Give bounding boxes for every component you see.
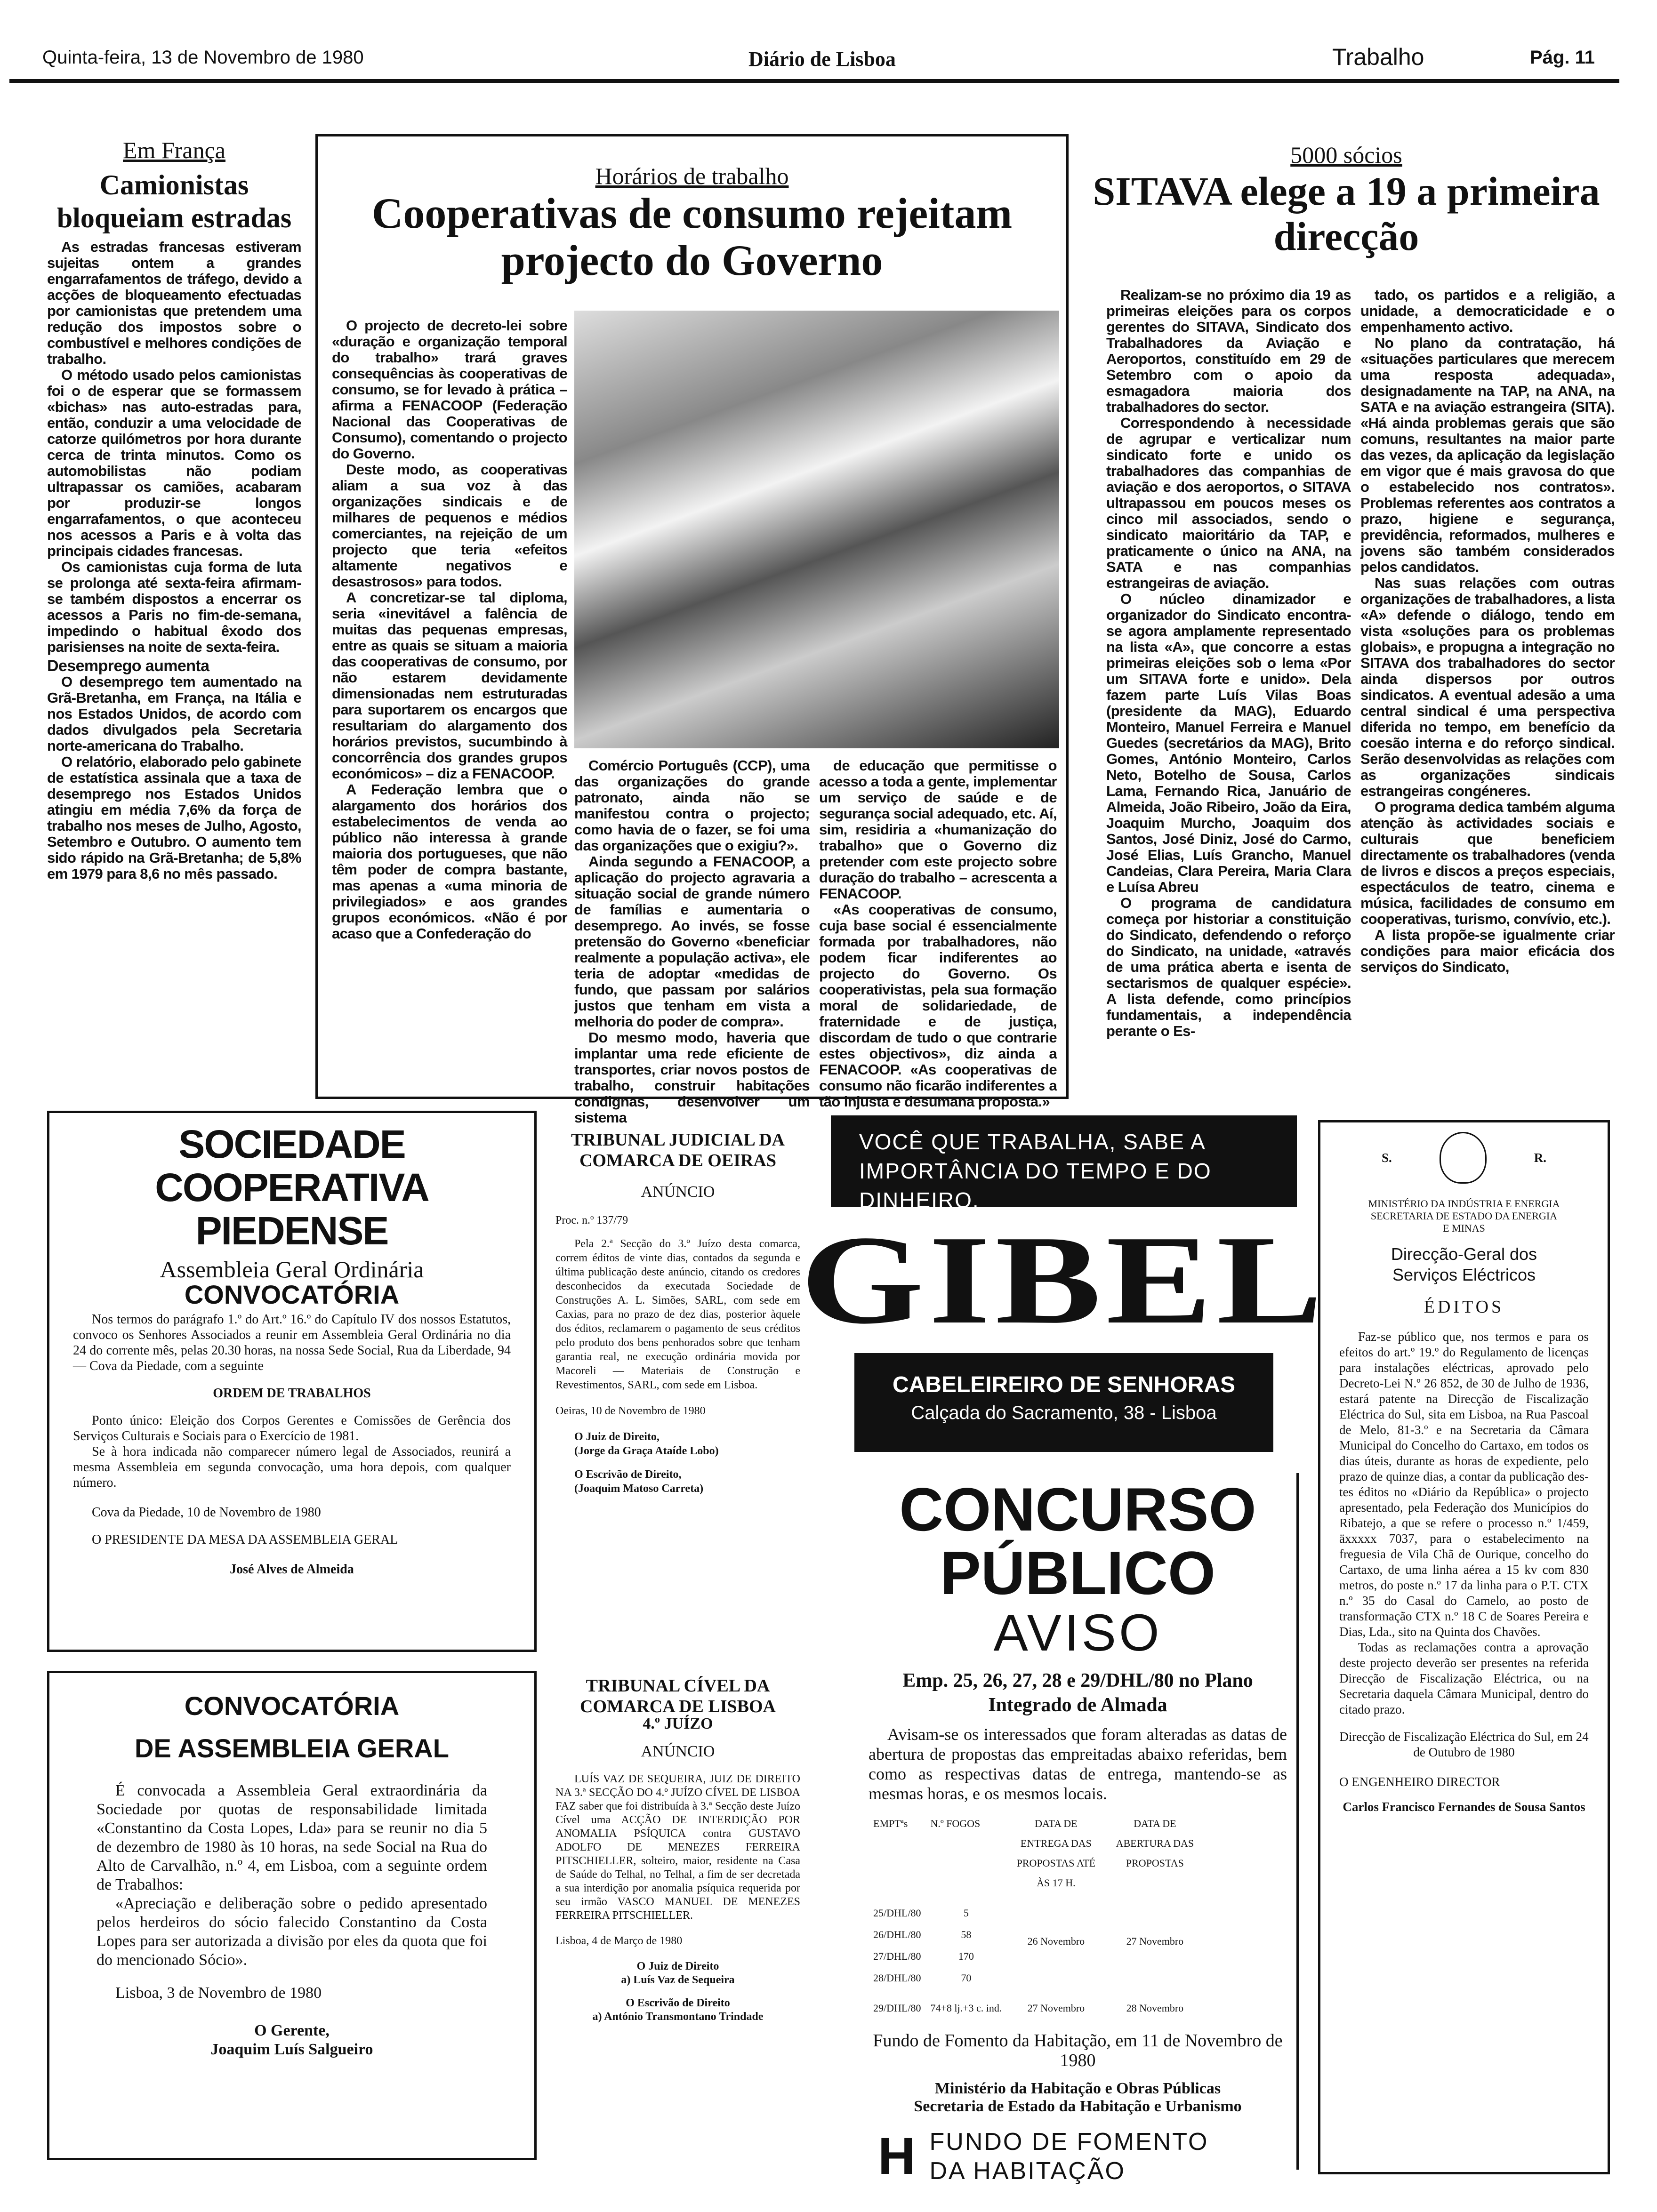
table-row bbox=[869, 1894, 1204, 1924]
ad-title: CONVOCATÓRIA bbox=[184, 1691, 400, 1721]
article-kicker: Horários de trabalho bbox=[595, 163, 789, 189]
ad-cooperativa-piedense bbox=[47, 1111, 537, 1652]
paragraph: Os camionistas cuja forma de luta se prolonga até sexta-feira afirmam-se também dispostos a encerrar os acessos a Paris no fim-de-semana, impedindo o habitual êxodo dos parisienses na noite de sexta-feira. bbox=[47, 559, 301, 655]
paragraph: O projecto de decreto-lei sobre «duração e organização temporal do trabalho» trará graves consequências às cooperativas de consumo, se for levado à prática – afirma a FENACOOP (Federação Nacional das Cooperativas de Consumo), comentando o projecto do Governo. bbox=[332, 317, 567, 462]
ad-sub: Emp. 25, 26, 27, 28 e 29/DHL/80 no Plano Integrado de Almada bbox=[902, 1670, 1253, 1716]
ad-item: «Apreciação e deliberação sobre o pedido apresentado pelos herdeiros do sócio falecido Constantino da Costa Lopes para ser autorizada a divisão por eles da quota que foi do mencionado Sócio». bbox=[97, 1895, 487, 1969]
ad-subtitle: 4.º JUÍZO bbox=[643, 1715, 713, 1732]
ad-ministry: MINISTÉRIO DA INDÚSTRIA E ENERGIA bbox=[1368, 1198, 1560, 1210]
seal-letter: S. bbox=[1382, 1150, 1392, 1165]
cell: 5 bbox=[963, 1907, 969, 1919]
coat-of-arms bbox=[1339, 1132, 1589, 1184]
ad-gibel bbox=[800, 1115, 1327, 1468]
ad-judge: a) Luís Vaz de Sequeira bbox=[621, 1974, 735, 1986]
ad-heading: ANÚNCIO bbox=[641, 1183, 715, 1201]
cell: 27 Novembro bbox=[1126, 1935, 1184, 1947]
col-header: DATA DE ENTREGA DAS PROPOSTAS ATÉ ÀS 17 H. bbox=[1016, 1818, 1096, 1889]
ad-clerk: a) António Transmontano Trindade bbox=[592, 2011, 764, 2023]
paragraph: Comércio Português (CCP), uma das organizações do grande patronato, ainda não se manifestou contra o projecto; como havia de o fazer, se foi uma das organizações que o exigiu?». bbox=[574, 757, 810, 854]
table-row bbox=[869, 1989, 1204, 2019]
ad-secretaria: SECRETARIA DE ESTADO DA ENERGIA E MINAS bbox=[1370, 1210, 1558, 1234]
ad-body: Nos termos do parágrafo 1.º do Art.º 16.º do Capítulo IV dos nossos Estatutos, convoco os Senhores Associados a reunir em Assembleia Geral Ordinária no dia 24 do corrente mês, pelas 20.30 horas, na nossa Sede Social, Rua da Liberdade, 94 — Cova da Piedade, com a seguinte bbox=[73, 1312, 511, 1373]
gibel-logo: GIBEL bbox=[800, 1210, 1327, 1350]
ad-date: Oeiras, 10 de Novembro de 1980 bbox=[555, 1405, 706, 1417]
ffh-logo-icon: H bbox=[878, 2127, 916, 2185]
ad-date: Fundo de Fomento da Habitação, em 11 de Novembro de 1980 bbox=[873, 2031, 1283, 2070]
ad-ministry: Ministério da Habitação e Obras Públicas bbox=[934, 2080, 1221, 2097]
ad-judge: (Jorge da Graça Ataíde Lobo) bbox=[574, 1445, 719, 1457]
paragraph: A lista propõe-se igualmente criar condições para maior eficácia dos serviços do Sindicato, bbox=[1360, 927, 1615, 975]
supermarket-photo bbox=[574, 311, 1059, 748]
paragraph: O método usado pelos camionistas foi o de esperar que se formassem «bichas» nas auto-estradas para, então, conduzir a uma velocidade de catorze quilómetros por hora durante cerca de trinta minutos. Como os automobilistas não podiam ultrapassar os camiões, acabaram por produzir-se longos engarrafamentos, o que aconteceu nos acessos a Paris e à volta das principais cidades francesas. bbox=[47, 367, 301, 559]
ffh-logo bbox=[878, 2127, 1287, 2186]
ad-tribunal-oeiras bbox=[555, 1130, 800, 1496]
ad-date: Lisboa, 3 de Novembro de 1980 bbox=[115, 1984, 322, 2002]
col-header: EMPTªs bbox=[873, 1818, 908, 1829]
article-title: Cooperativas de consumo rejeitam projecto do Governo bbox=[371, 189, 1013, 284]
paragraph: Realizam-se no próximo dia 19 as primeiras eleições para os corpos gerentes do SITAVA, Sindicato dos Trabalhadores da Aviação e Aeroportos, constituído em 29 de Setembro com o apoio da esmagadora maioria dos trabalhadores do sector. bbox=[1106, 287, 1351, 415]
col-header: DATA DE ABERTURA DAS PROPOSTAS bbox=[1116, 1818, 1194, 1869]
ad-title-2: PÚBLICO bbox=[940, 1539, 1215, 1607]
ad-slogan: VOCÊ QUE TRABALHA, SABE A IMPORTÂNCIA DO TEMPO E DO DINHEIRO. bbox=[831, 1115, 1297, 1207]
col-header: N.º FOGOS bbox=[930, 1818, 981, 1829]
ad-signer-title: O ENGENHEIRO DIRECTOR bbox=[1339, 1775, 1500, 1789]
seal-letter: R. bbox=[1534, 1150, 1546, 1165]
cell: 27 Novembro bbox=[1027, 2002, 1085, 2014]
ad-signer: José Alves de Almeida bbox=[230, 1562, 354, 1577]
article-title: Camionistas bloqueiam estradas bbox=[56, 169, 292, 233]
ad-business: CABELEIREIRO DE SENHORAS bbox=[892, 1372, 1236, 1397]
ad-heading: CONVOCATÓRIA bbox=[184, 1280, 400, 1309]
paragraph: A Federação lembra que o alargamento dos horários dos estabelecimentos de venda ao público não interessa à grande maioria dos portugueses, que não têm poder de compra bastante, mas apenas a «uma minoria de privilegiados» e aos grandes grupos económicos. «Não é por acaso que a Confederação do bbox=[332, 781, 567, 942]
ad-body: Avisam-se os interessados que foram alteradas as datas de abertura de propostas das empreitadas abaixo referidas, bem como as respectivas datas de entrega, mantendo-se as mesmas horas, e os mesmos locais. bbox=[869, 1725, 1287, 1803]
ad-heading: ÉDITOS bbox=[1424, 1297, 1504, 1317]
ad-title-3: AVISO bbox=[993, 1604, 1162, 1662]
ad-body: Pela 2.ª Secção do 3.º Juízo desta comarca, correm éditos de vinte dias, contados da segunda e última publicação deste anúncio, citando os credores desconhecidos da executada Sociedade de Construções A. L. Simões, SARL, com sede em Caxias, para no prazo de dez dias, posterior àquele dos éditos, reclamarem o pagamento de seus créditos pelo produto dos bens penhorados sobre que tenham garantia real, ne execução ordinária movida por Macoreli — Materiais de Construção e Revestimentos, SARL, com sede em Lisboa. bbox=[555, 1238, 800, 1391]
ad-order: Ponto único: Eleição dos Corpos Gerentes e Comissões de Gerência dos Serviços Culturais e Sociais para o Exercício de 1981. bbox=[73, 1413, 511, 1443]
ad-body-2: Todas as reclamações contra a aprovação deste projecto deverão ser presentes na referida Direcção de Fiscalização Eléctrica, ou na Secretaria daquela Câmara Municipal, dentro do citado prazo. bbox=[1339, 1640, 1589, 1716]
ad-convocatoria-assembleia bbox=[47, 1671, 537, 2160]
ad-direccao: Direcção-Geral dos Serviços Eléctricos bbox=[1391, 1244, 1537, 1284]
section-name: Trabalho bbox=[1332, 44, 1424, 70]
ad-date: Cova da Piedade, 10 de Novembro de 1980 bbox=[92, 1505, 321, 1520]
paragraph: Deste modo, as cooperativas aliam a sua voz à das organizações sindicais e de milhares de pequenos e médios comerciantes, na rejeição de um projecto que teria «efeitos altamente negativos e desastrosos» para todos. bbox=[332, 461, 567, 590]
header-rule bbox=[9, 79, 1619, 83]
paragraph: Nas suas relações com outras organizações de trabalhadores, a lista «A» defende o diálogo, tendo em vista «soluções para os problemas globais», e propugna a integração no SITAVA dos trabalhadores do sector ainda dispersos por outros sindicatos. A eventual adesão a uma central sindical é uma perspectiva diferida no tempo, em benefício da coesão interna e do reforço sindical. Serão desenvolvidas as relações com as organizações sindicais estrangeiras congéneres. bbox=[1360, 575, 1615, 799]
cell: 58 bbox=[961, 1929, 972, 1940]
article-camionistas bbox=[47, 136, 301, 882]
ad-ministerio-industria bbox=[1318, 1120, 1610, 2174]
ffh-logo-text-2: DA HABITAÇÃO bbox=[929, 2157, 1126, 2185]
paragraph: O programa dedica também alguma atenção às actividades sociais e culturais que beneficiem directamente os trabalhadores (venda de livros e discos a preços especiais, espectáculos de teatro, cinema e música, facilidades de consumo em cooperativas, turismo, convívio, etc.). bbox=[1360, 799, 1615, 927]
ad-title-2: DE ASSEMBLEIA GERAL bbox=[135, 1733, 449, 1763]
table-header bbox=[869, 1813, 1204, 1894]
issue-date: Quinta-feira, 13 de Novembro de 1980 bbox=[42, 47, 364, 68]
paragraph: Ainda segundo a FENACOOP, a aplicação do projecto agravaria a situação social de grande número de famílias e aumentaria o desemprego. Ao invés, se fosse pretensão do Governo «beneficiar realmente a população activa», ele teria de adoptar «medidas de fundo, que passam por salários justos que tenham em vista a melhoria do poder de compra». bbox=[574, 853, 810, 1030]
ad-body: É convocada a Assembleia Geral extraordinária da Sociedade por quotas de responsabilidade limitada «Constantino da Costa Lopes, Lda» para se reunir no dia 5 de dezembro de 1980 às 10 horas, na sede Social na Rua do Alto de Carvalhão, n.º 4, em Lisboa, com a seguinte ordem de Trabalhos: bbox=[97, 1782, 487, 1893]
ad-signer: Joaquim Luís Salgueiro bbox=[210, 2041, 373, 2058]
ad-signer: Carlos Francisco Fernandes de Sousa Santos bbox=[1343, 1800, 1585, 1814]
cell: 170 bbox=[958, 1950, 974, 1962]
ad-body: Faz-se público que, nos termos e para os efeitos do art.º 19.º do Regulamento de licenças para instalações eléctricas, aprovado pelo Decreto-Lei N.º 26 852, de 30 de Julho de 1936, estará patente na Direcção de Fiscalização Eléctrica do Sul, sita em Lisboa, na Rua Pascoal de Melo, 81-3.º e na Secretaria da Câmara Municipal do Concelho do Cartaxo, em todos os dias úteis, durante as horas de expediente, pelo prazo de quinze dias, a contar da publicação des-tes éditos no «Diário da República» o projecto apresentado, pela Federação dos Municípios do Ribatejo, a que se refere o processo n.º 1/459, äxxxxx 7037, para o estabelecimento na freguesia de Vila Chã de Ourique, concelho do Cartaxo, de uma linha aérea a 15 kv com 830 metros, do poste n.º 17 da linha para o P.T. CTX n.º 35 do Casal do Camelo, ao posto de transformação CTX n.º 18 C de Soares Pereira e Dias, Lda., sito na Quinta dos Chavões. bbox=[1339, 1330, 1589, 1639]
ad-date: Lisboa, 4 de Março de 1980 bbox=[555, 1935, 683, 1947]
ad-clerk: (Joaquim Matoso Carreta) bbox=[574, 1483, 704, 1495]
ad-secretaria: Secretaria de Estado da Habitação e Urbanismo bbox=[914, 2098, 1242, 2115]
cell: 26 Novembro bbox=[1027, 1935, 1085, 1947]
ad-clerk-title: O Escrivão de Direito bbox=[626, 1997, 730, 2009]
ad-subtitle: Assembleia Geral Ordinária bbox=[160, 1256, 424, 1282]
ad-tribunal-lisboa bbox=[555, 1675, 800, 2024]
cell: 26/DHL/80 bbox=[873, 1929, 921, 1940]
paragraph: As estradas francesas estiveram sujeitas ontem a grandes engarrafamentos de tráfego, devido a acções de bloqueamento efectuadas por camionistas que pretendem uma redução dos impostos sobre o combustível e melhores condições de trabalho. bbox=[47, 239, 301, 367]
ad-title: TRIBUNAL JUDICIAL DA COMARCA DE OEIRAS bbox=[571, 1130, 785, 1170]
cell: 70 bbox=[961, 1972, 972, 1984]
ad-judge-title: O Juiz de Direito bbox=[636, 1960, 719, 1972]
ad-title: TRIBUNAL CÍVEL DA COMARCA DE LISBOA bbox=[580, 1676, 776, 1716]
paragraph: O programa de candidatura começa por historiar a constituição do Sindicato, defendendo o reforço do Sindicato, na unidade, «através de uma prática aberta e isenta de sectarismos de qualquer espécie». A lista defende, como princípios fundamentais, a independência perante o Es- bbox=[1106, 895, 1351, 1039]
paragraph: A concretizar-se tal diploma, seria «inevitável a falência de muitas das pequenas empresas, entre as quais se situam a maioria das cooperativas de consumo, por não estarem devidamente dimensionadas nem estruturadas para suportarem os encargos que resultariam do alargamento dos horários previstos, sucumbindo à concorrência dos grandes grupos económicos» – diz a FENACOOP. bbox=[332, 589, 567, 782]
ad-order-title: ORDEM DE TRABALHOS bbox=[213, 1386, 371, 1401]
ad-address: Calçada do Sacramento, 38 - Lisboa bbox=[911, 1403, 1217, 1423]
ad-heading: ANÚNCIO bbox=[641, 1743, 715, 1760]
article-kicker: Em França bbox=[123, 137, 225, 163]
ad-judge-title: O Juiz de Direito, bbox=[574, 1431, 660, 1443]
ad-body: LUÍS VAZ DE SEQUEIRA, JUIZ DE DIREITO NA 3.ª SECÇÃO DO 4.º JUÍZO CÍVEL DE LISBOA FAZ saber que foi distribuída à 3.ª Secção deste Juízo Cível uma ACÇÃO DE INTERDIÇÃO POR ANOMALIA PSÍQUICA contra GUSTAVO ADOLFO DE MENEZES FERREIRA PITSCHIELLER, solteiro, maior, residente na Casa de Saúde do Telhal, no Telhal, a fim de ser decretada a sua interdição por anomalia psíquica requerida por seu irmão VASCO MANUEL DE MENEZES FERREIRA PITSCHIELLER. bbox=[555, 1773, 800, 1922]
ad-address-box bbox=[854, 1353, 1273, 1452]
subheading: Desemprego aumenta bbox=[47, 657, 209, 675]
cell: 28/DHL/80 bbox=[873, 1972, 921, 1984]
paragraph: O núcleo dinamizador e organizador do Sindicato encontra-se agora amplamente representado na lista «A», que concorre a estas primeiras eleições sob o lema «Por um SITAVA forte e unido». Dela fazem parte Luís Vilas Boas (presidente da MAG), Eduardo Monteiro, Manuel Ferreira e Manuel Guedes (secretários da MAG), Brito Gomes, António Monteiro, Carlos Neto, Botelho de Sousa, Carlos Lama, Fernando Rica, Januário de Almeida, João Ribeiro, João da Eira, Joaquim Murcho, Joaquim dos Santos, José Diniz, José do Carmo, José Elias, Luís Grancho, Manuel Candeias, Clara Pereira, Maria Clara e Luísa Abreu bbox=[1106, 591, 1351, 895]
article-title: SITAVA elege a 19 a primeira direcção bbox=[1093, 168, 1600, 259]
ad-title: SOCIEDADE COOPERATIVA PIEDENSE bbox=[155, 1122, 429, 1253]
article-sitava bbox=[1078, 141, 1615, 1039]
page-number: Pág. 11 bbox=[1530, 47, 1595, 68]
ad-title: CONCURSO bbox=[899, 1475, 1256, 1544]
paragraph: Correspondendo à necessidade de agrupar e verticalizar num sindicato forte e unido os trabalhadores das companhias de aviação e dos aeroportos, o SITAVA ultrapassou em poucos meses os cinco mil associados, sendo o sindicato maioritário da TAP, e praticamente o único na ANA, na SATA e nas companhias estrangeiras de aviação. bbox=[1106, 415, 1351, 591]
paragraph: Do mesmo modo, haveria que implantar uma rede eficiente de transportes, criar novos postos de trabalho, construir habitações condignas, desenvolver um sistema bbox=[574, 1029, 810, 1126]
ad-proc: Proc. n.º 137/79 bbox=[555, 1214, 628, 1226]
cell: 28 Novembro bbox=[1126, 2002, 1184, 2014]
ad-concurso-publico bbox=[831, 1473, 1299, 2185]
paragraph: «As cooperativas de consumo, cuja base social é essencialmente formada por trabalhadores, não podem ficar indiferentes ao projecto do Governo. Os cooperativistas, pela sua formação moral de solidariedade, de fraternidade e de justiça, discordam de tudo o que contrarie estes objectivos», diz ainda a FENACOOP. «As cooperativas de consumo não ficarão indiferentes a tão injusta e desumana proposta.» bbox=[819, 901, 1057, 1110]
ad-note: Se à hora indicada não comparecer número legal de Associados, reunirá a mesma Assembleia em segunda convocação, uma hora depois, com qualquer número. bbox=[73, 1444, 511, 1490]
article-kicker: 5000 sócios bbox=[1290, 142, 1402, 168]
ad-signer-title: O PRESIDENTE DA MESA DA ASSEMBLEIA GERAL bbox=[92, 1532, 398, 1547]
paragraph: O desemprego tem aumentado na Grã-Bretanha, em França, na Itália e nos Estados Unidos, de acordo com dados divulgados pela Secretaria norte-americana do Trabalho. bbox=[47, 673, 301, 754]
ad-signer-title: O Gerente, bbox=[254, 2022, 330, 2039]
cell: 74+8 lj.+3 c. ind. bbox=[930, 2002, 1002, 2014]
paragraph: No plano da contratação, há «situações particulares que merecem uma resposta adequada», designadamente na TAP, na ANA, na SATA e na aviação estrangeira (SITA). «Há ainda problemas gerais que são comuns, resultantes na maior parte das vezes, da aplicação da legislação em vigor que é mais gravosa do que o estabelecido nos contratos». Problemas referentes aos contratos a prazo, higiene e segurança, previdência, reformados, mulheres e jovens são também considerados pelos candidatos. bbox=[1360, 335, 1615, 575]
coat-of-arms-icon bbox=[1440, 1132, 1487, 1184]
ad-date: Direcção de Fiscalização Eléctrica do Sul, em 24 de Outubro de 1980 bbox=[1339, 1730, 1589, 1759]
cell: 25/DHL/80 bbox=[873, 1907, 921, 1919]
ffh-logo-text: FUNDO DE FOMENTO bbox=[929, 2128, 1209, 2156]
empreitadas-table bbox=[869, 1813, 1204, 2019]
paragraph: O relatório, elaborado pelo gabinete de estatística assinala que a taxa de desemprego nos Estados Unidos atingiu em média 7,6% da força de trabalho nos meses de Julho, Agosto, Setembro e Outubro. O aumento tem sido rápido na Grã-Bretanha; de 5,8% em 1979 para 8,6 no mês passado. bbox=[47, 753, 301, 882]
ad-clerk-title: O Escrivão de Direito, bbox=[574, 1468, 682, 1481]
cell: 27/DHL/80 bbox=[873, 1950, 921, 1962]
masthead: Diário de Lisboa bbox=[748, 48, 896, 71]
article-cooperativas bbox=[315, 134, 1069, 1126]
paragraph: de educação que permitisse o acesso a toda a gente, implementar um serviço de saúde e de segurança social adequado, etc. Aí, sim, residiria a «humanização do trabalho» que o Governo diz pretender com este projecto sobre duração do trabalho – acrescenta a FENACOOP. bbox=[819, 757, 1057, 902]
paragraph: tado, os partidos e a religião, a unidade, a democraticidade e o empenhamento activo. bbox=[1360, 287, 1615, 335]
cell: 29/DHL/80 bbox=[873, 2002, 921, 2014]
